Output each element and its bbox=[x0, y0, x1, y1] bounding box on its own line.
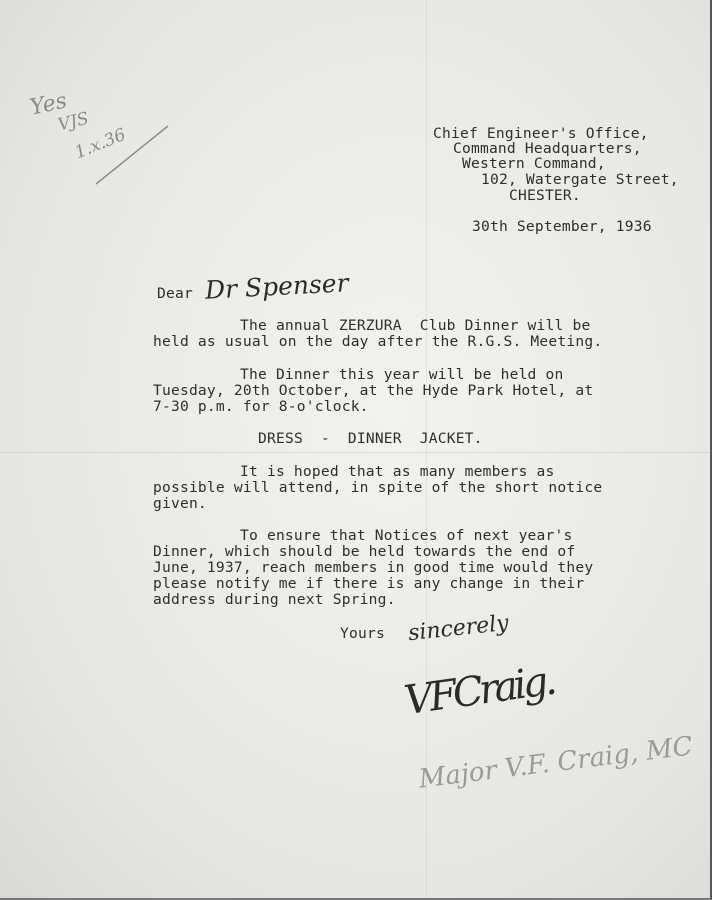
paragraph-3-line-3: given. bbox=[153, 495, 207, 512]
address-line-5: CHESTER. bbox=[509, 187, 581, 204]
margin-note-yes: Yes bbox=[27, 88, 70, 121]
address-line-3: Western Command, bbox=[462, 155, 606, 172]
paragraph-4-line-4: please notify me if there is any change in their bbox=[153, 575, 585, 592]
address-line-4: 102, Watergate Street, bbox=[481, 171, 679, 188]
paragraph-3-line-2: possible will attend, in spite of the short notice bbox=[153, 479, 603, 496]
address-line-1: Chief Engineer's Office, bbox=[433, 125, 649, 142]
margin-note-date: 1.x.36 bbox=[72, 124, 129, 164]
paragraph-4-line-3: June, 1937, reach members in good time would they bbox=[153, 559, 594, 576]
paragraph-4-line-2: Dinner, which should be held towards the end of bbox=[153, 543, 576, 560]
margin-note-initials: VJS bbox=[56, 108, 91, 136]
paragraph-2-line-1: The Dinner this year will be held on bbox=[240, 366, 564, 383]
paragraph-1-line-1: The annual ZERZURA Club Dinner will be bbox=[240, 317, 591, 334]
paragraph-3-line-1: It is hoped that as many members as bbox=[240, 463, 555, 480]
paragraph-2-line-2: Tuesday, 20th October, at the Hyde Park Hotel, at bbox=[153, 382, 594, 399]
paragraph-4-line-5: address during next Spring. bbox=[153, 591, 396, 608]
address-line-2: Command Headquarters, bbox=[453, 140, 642, 157]
paragraph-1-line-2: held as usual on the day after the R.G.S. Meeting. bbox=[153, 333, 603, 350]
paragraph-4-line-1: To ensure that Notices of next year's bbox=[240, 527, 573, 544]
page-fold-line bbox=[0, 452, 712, 453]
closing-sincerely-handwritten: sincerely bbox=[406, 610, 510, 647]
paragraph-2-line-3: 7-30 p.m. for 8-o'clock. bbox=[153, 398, 369, 415]
salutation-name-handwritten: Dr Spenser bbox=[204, 268, 350, 305]
closing-yours: Yours bbox=[340, 625, 385, 642]
dress-code: DRESS - DINNER JACKET. bbox=[258, 430, 483, 447]
signature: VFCraig. bbox=[401, 657, 556, 725]
margin-note-stroke bbox=[92, 122, 172, 192]
letter-date: 30th September, 1936 bbox=[472, 218, 652, 235]
salutation-dear: Dear bbox=[157, 285, 193, 302]
signer-name-pencil: Major V.F. Craig, MC bbox=[417, 731, 695, 795]
